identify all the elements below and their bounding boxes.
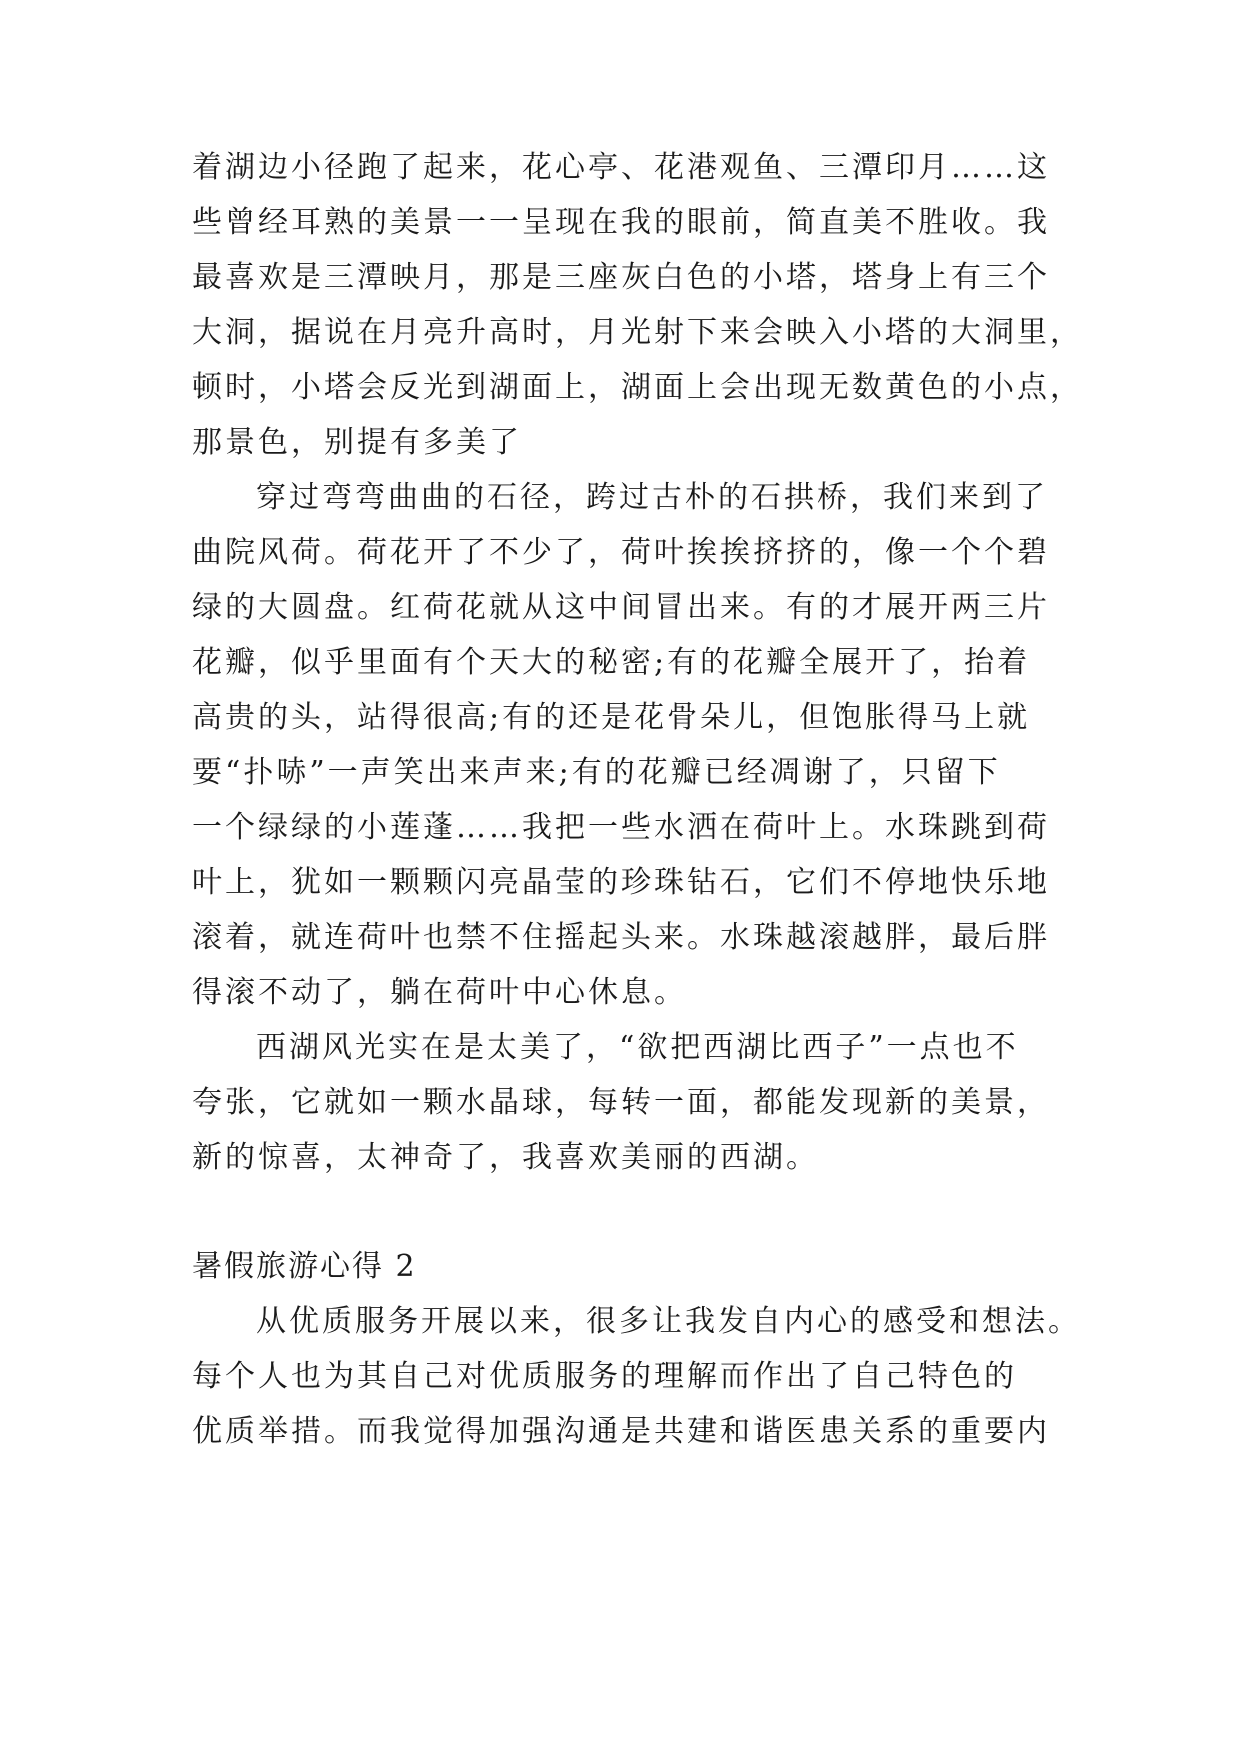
paragraph-line: 叶上，犹如一颗颗闪亮晶莹的珍珠钻石，它们不停地快乐地 <box>192 865 1050 900</box>
paragraph-line: 夸张，它就如一颗水晶球，每转一面，都能发现新的美景， <box>192 1085 1050 1120</box>
paragraph-line: 绿的大圆盘。红荷花就从这中间冒出来。有的才展开两三片 <box>192 590 1050 625</box>
paragraph-line: 些曾经耳熟的美景一一呈现在我的眼前，简直美不胜收。我 <box>192 205 1050 240</box>
paragraph-line: 高贵的头，站得很高;有的还是花骨朵儿，但饱胀得马上就 <box>192 700 1031 735</box>
paragraph-line: 一个绿绿的小莲蓬……我把一些水洒在荷叶上。水珠跳到荷 <box>192 810 1050 845</box>
paragraph-line: 每个人也为其自己对优质服务的理解而作出了自己特色的 <box>192 1359 1017 1394</box>
paragraph-line: 最喜欢是三潭映月，那是三座灰白色的小塔，塔身上有三个 <box>192 260 1050 295</box>
paragraph-line: 那景色，别提有多美了 <box>192 425 522 460</box>
paragraph-line: 曲院风荷。荷花开了不少了，荷叶挨挨挤挤的，像一个个碧 <box>192 535 1050 570</box>
paragraph-line: 滚着，就连荷叶也禁不住摇起头来。水珠越滚越胖，最后胖 <box>192 920 1050 955</box>
paragraph-line: 顿时，小塔会反光到湖面上，湖面上会出现无数黄色的小点， <box>192 370 1083 405</box>
paragraph-line: 要“扑哧”一声笑出来声来;有的花瓣已经凋谢了，只留下 <box>192 755 1001 790</box>
section-heading: 暑假旅游心得 2 <box>192 1249 417 1284</box>
paragraph-line: 大洞，据说在月亮升高时，月光射下来会映入小塔的大洞里， <box>192 315 1083 350</box>
paragraph-line: 着湖边小径跑了起来，花心亭、花港观鱼、三潭印月……这 <box>192 150 1050 185</box>
paragraph-line: 西湖风光实在是太美了，“欲把西湖比西子”一点也不 <box>256 1030 1019 1065</box>
paragraph-line: 得滚不动了，躺在荷叶中心休息。 <box>192 975 687 1010</box>
paragraph-line: 优质举措。而我觉得加强沟通是共建和谐医患关系的重要内 <box>192 1414 1050 1449</box>
paragraph-line: 花瓣，似乎里面有个天大的秘密;有的花瓣全展开了，抬着 <box>192 645 1031 680</box>
paragraph-line: 穿过弯弯曲曲的石径，跨过古朴的石拱桥，我们来到了 <box>256 480 1048 515</box>
paragraph-line: 从优质服务开展以来，很多让我发自内心的感受和想法。 <box>256 1304 1081 1339</box>
paragraph-line: 新的惊喜，太神奇了，我喜欢美丽的西湖。 <box>192 1140 819 1175</box>
